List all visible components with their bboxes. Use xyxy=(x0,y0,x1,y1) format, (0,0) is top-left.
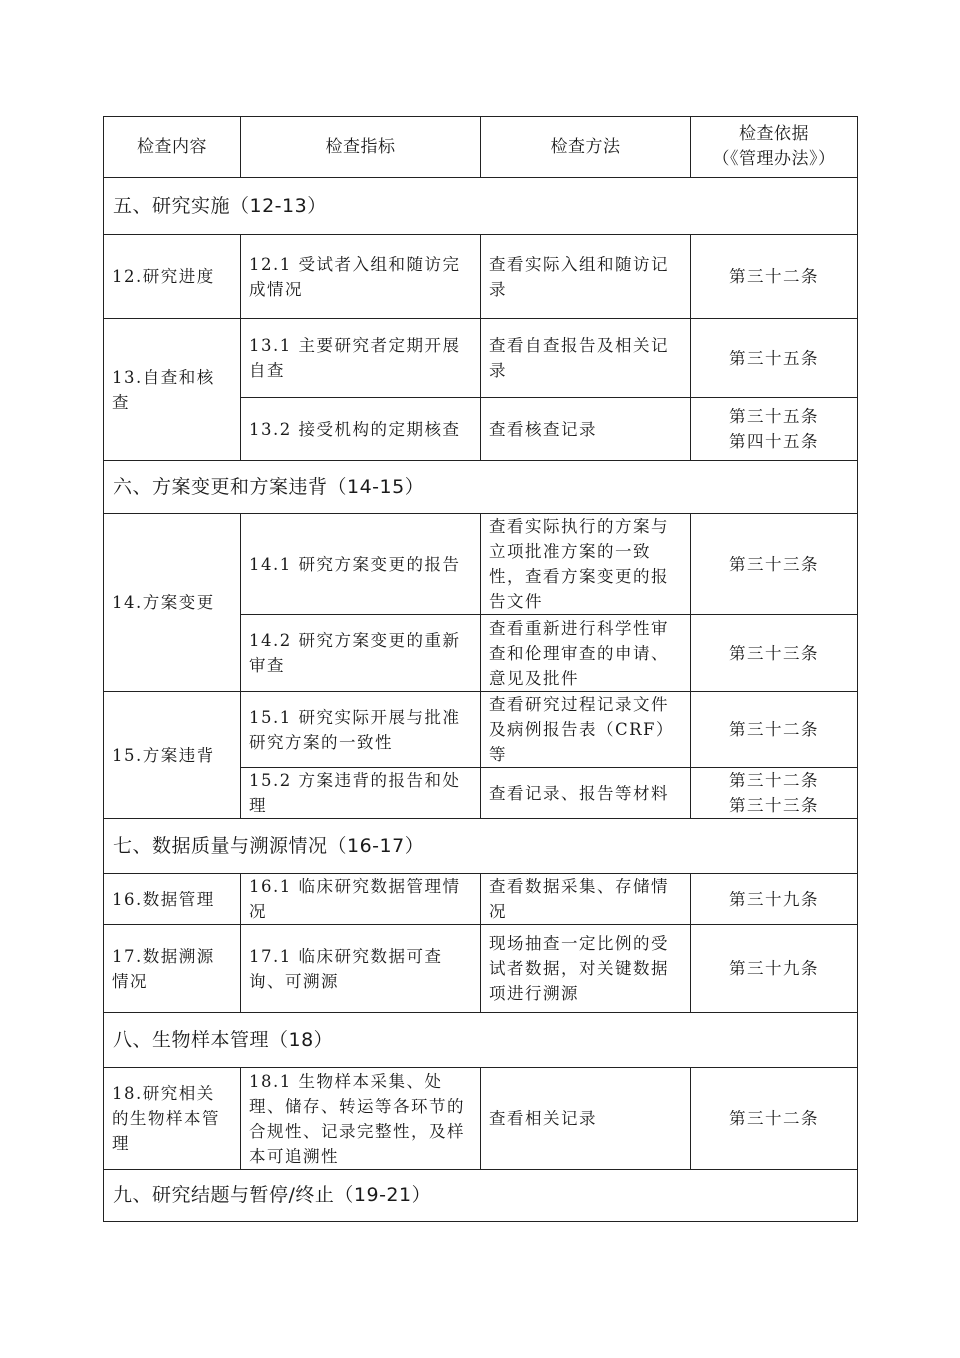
indicator-cell: 16.1 临床研究数据管理情况 xyxy=(241,874,481,925)
basis-line: 第三十九条 xyxy=(729,959,819,978)
method-cell: 现场抽查一定比例的受试者数据，对关键数据项进行溯源 xyxy=(481,925,691,1013)
indicator-cell: 12.1 受试者入组和随访完成情况 xyxy=(241,235,481,319)
content-cell: 15.方案违背 xyxy=(104,692,241,819)
indicator-cell: 17.1 临床研究数据可查询、可溯源 xyxy=(241,925,481,1013)
content-cell: 18.研究相关的生物样本管理 xyxy=(104,1068,241,1170)
indicator-cell: 13.1 主要研究者定期开展自查 xyxy=(241,319,481,398)
method-cell: 查看数据采集、存储情况 xyxy=(481,874,691,925)
indicator-cell: 14.1 研究方案变更的报告 xyxy=(241,514,481,615)
content-cell: 13.自查和核查 xyxy=(104,319,241,461)
table-row xyxy=(104,1068,858,1170)
table-row xyxy=(104,874,858,925)
basis-cell xyxy=(691,768,858,819)
basis-cell xyxy=(691,874,858,925)
method-cell: 查看实际执行的方案与立项批准方案的一致性，查看方案变更的报告文件 xyxy=(481,514,691,615)
header-basis-line1: 检查依据 xyxy=(739,124,809,144)
section-title: 七、数据质量与溯源情况（16-17） xyxy=(104,819,858,874)
content-cell: 14.方案变更 xyxy=(104,514,241,692)
inspection-table xyxy=(103,116,858,1222)
basis-line: 第三十三条 xyxy=(729,796,819,815)
section-title: 六、方案变更和方案违背（14-15） xyxy=(104,461,858,514)
section-title: 五、研究实施（12-13） xyxy=(104,178,858,235)
method-cell: 查看研究过程记录文件及病例报告表（CRF）等 xyxy=(481,692,691,768)
header-row xyxy=(104,117,858,178)
table-row xyxy=(104,925,858,1013)
method-cell: 查看实际入组和随访记录 xyxy=(481,235,691,319)
basis-cell xyxy=(691,1068,858,1170)
basis-cell xyxy=(691,319,858,398)
indicator-cell: 13.2 接受机构的定期核查 xyxy=(241,398,481,461)
basis-line: 第三十二条 xyxy=(729,267,819,286)
content-cell: 16.数据管理 xyxy=(104,874,241,925)
header-basis xyxy=(691,117,858,178)
header-basis-line2: （《管理办法》） xyxy=(712,149,836,169)
basis-line: 第三十五条 xyxy=(729,348,819,368)
method-cell: 查看核查记录 xyxy=(481,398,691,461)
section-row xyxy=(104,178,858,235)
indicator-cell: 14.2 研究方案变更的重新审查 xyxy=(241,615,481,692)
basis-cell xyxy=(691,398,858,461)
table-row xyxy=(104,235,858,319)
basis-cell xyxy=(691,692,858,768)
method-cell: 查看重新进行科学性审查和伦理审查的申请、意见及批件 xyxy=(481,615,691,692)
method-cell: 查看自查报告及相关记录 xyxy=(481,319,691,398)
basis-line: 第三十五条 xyxy=(729,407,819,426)
indicator-cell: 15.1 研究实际开展与批准研究方案的一致性 xyxy=(241,692,481,768)
basis-line: 第三十九条 xyxy=(729,889,819,909)
basis-cell xyxy=(691,925,858,1013)
basis-line: 第三十二条 xyxy=(729,720,819,739)
section-title: 九、研究结题与暂停/终止（19-21） xyxy=(104,1170,858,1222)
table-row xyxy=(104,319,858,398)
header-method: 检查方法 xyxy=(481,117,691,178)
basis-line: 第三十三条 xyxy=(729,643,819,663)
indicator-cell: 18.1 生物样本采集、处理、储存、转运等各环节的合规性、记录完整性，及样本可追溯性 xyxy=(241,1068,481,1170)
basis-line: 第三十二条 xyxy=(729,1109,819,1128)
section-row xyxy=(104,819,858,874)
section-row xyxy=(104,1170,858,1222)
table-row xyxy=(104,692,858,768)
section-row xyxy=(104,1013,858,1068)
basis-line: 第三十三条 xyxy=(729,554,819,574)
header-content: 检查内容 xyxy=(104,117,241,178)
section-title: 八、生物样本管理（18） xyxy=(104,1013,858,1068)
basis-cell xyxy=(691,514,858,615)
basis-line: 第四十五条 xyxy=(729,432,819,451)
content-cell: 17.数据溯源情况 xyxy=(104,925,241,1013)
basis-cell xyxy=(691,235,858,319)
basis-line: 第三十二条 xyxy=(729,771,819,790)
content-cell: 12.研究进度 xyxy=(104,235,241,319)
method-cell: 查看记录、报告等材料 xyxy=(481,768,691,819)
section-row xyxy=(104,461,858,514)
table-row xyxy=(104,514,858,615)
indicator-cell: 15.2 方案违背的报告和处理 xyxy=(241,768,481,819)
basis-cell xyxy=(691,615,858,692)
header-indicator: 检查指标 xyxy=(241,117,481,178)
method-cell: 查看相关记录 xyxy=(481,1068,691,1170)
